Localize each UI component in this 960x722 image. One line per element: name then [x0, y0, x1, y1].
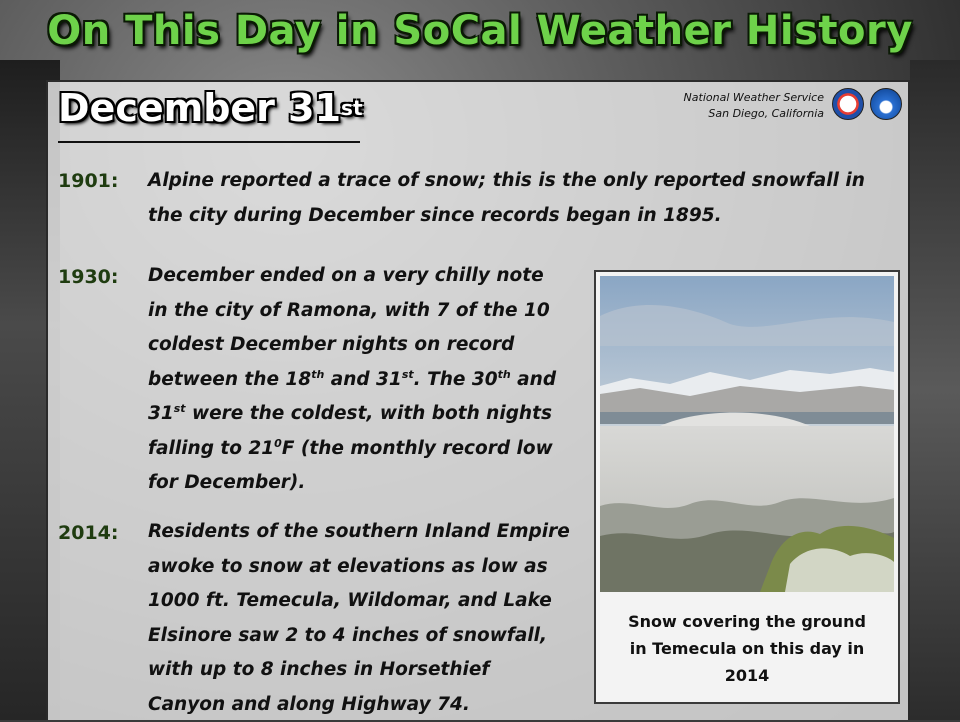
background-right-strip [910, 60, 960, 720]
date-heading-text: December 31 [58, 86, 341, 130]
entry-line: Alpine reported a trace of snow; this is the only reported snowfall in [148, 164, 865, 199]
entry-text-1930 [148, 259, 556, 501]
agency-name: National Weather Service [684, 90, 824, 106]
entry-year-1901: 1901: [58, 170, 118, 192]
entry-text-2014 [148, 515, 570, 722]
caption-line: in Temecula on this day in [600, 635, 894, 662]
noaa-logo-icon [870, 88, 902, 120]
entry-line: Residents of the southern Inland Empire [148, 515, 570, 550]
entry-line: 31st were the coldest, with both nights [148, 397, 556, 432]
entry-line: in the city of Ramona, with 7 of the 10 [148, 294, 556, 329]
entry-line: between the 18th and 31st. The 30th and [148, 363, 556, 398]
agency-location: San Diego, California [684, 106, 824, 122]
entry-line: December ended on a very chilly note [148, 259, 556, 294]
entry-line: for December). [148, 466, 556, 501]
date-heading [58, 86, 363, 130]
entry-year-2014: 2014: [58, 522, 118, 544]
photo-caption [600, 608, 894, 689]
entry-line: Canyon and along Highway 74. [148, 688, 570, 722]
entry-line: 1000 ft. Temecula, Wildomar, and Lake [148, 584, 570, 619]
date-underline [58, 141, 360, 143]
entry-text-1901 [148, 164, 865, 233]
entry-line: Elsinore saw 2 to 4 inches of snowfall, [148, 619, 570, 654]
entry-line: falling to $21^0F$ (the monthly record low [148, 432, 556, 467]
entry-line: awoke to snow at elevations as low as [148, 550, 570, 585]
photo-card [594, 270, 900, 704]
nws-logo-icon [832, 88, 864, 120]
caption-line: 2014 [600, 662, 894, 689]
date-heading-suffix: st [341, 96, 362, 120]
entry-line: coldest December nights on record [148, 328, 556, 363]
entry-year-1930: 1930: [58, 266, 118, 288]
snow-photo [600, 276, 894, 592]
page-title: On This Day in SoCal Weather History [0, 8, 960, 54]
entry-line: with up to 8 inches in Horsethief [148, 653, 570, 688]
agency-credit [684, 90, 824, 122]
entry-line: the city during December since records began in 1895. [148, 199, 865, 234]
caption-line: Snow covering the ground [600, 608, 894, 635]
